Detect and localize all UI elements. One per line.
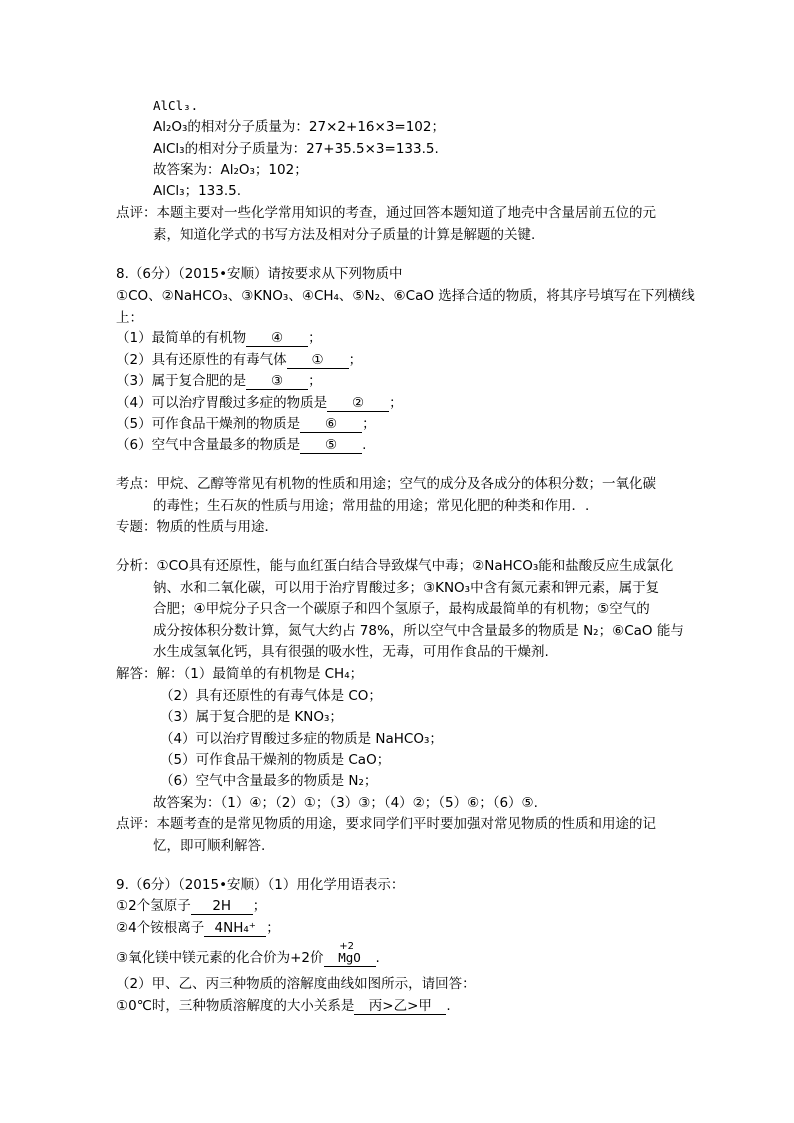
q8-options-end: 上： [116,310,143,326]
q8-item-5: （5）可作食品干燥剂的物质是 ⑥ ； [116,416,376,432]
q9-part2: （2）甲、乙、丙三种物质的溶解度曲线如图所示，请回答： [116,976,476,992]
jieda-line-6: （6）空气中含量最多的物质是 N₂； [160,773,378,789]
q8-heading: 8.（6分）（2015•安顺）请按要求从下列物质中 [116,266,403,282]
answer-line-2: AlCl₃；133.5. [153,183,242,199]
alcl3-line: AlCl₃. [153,98,199,113]
comment-line-1: 点评：本题主要对一些化学常用知识的考查，通过回答本题知道了地壳中含量居前五位的元 [116,205,656,221]
answer-blank [324,941,376,967]
alcl3-mass-line: AlCl₃的相对分子质量为：27+35.5×3=133.5. [153,141,439,157]
answer-blank: 4NH₄⁺ [204,920,266,937]
al2o3-mass-line: Al₂O₃的相对分子质量为：27×2+16×3=102； [153,119,445,135]
q8-item-4: （4）可以治疗胃酸过多症的物质是 ② ； [116,395,403,411]
answer-blank: ④ [246,330,308,347]
q8-item-1: （1）最简单的有机物 ④ ； [116,330,322,346]
jieda-line-7: 故答案为：（1）④；（2）①；（3）③；（4）②；（5）⑥；（6）⑤. [153,795,538,811]
jieda-line-2: （2）具有还原性的有毒气体是 CO； [160,688,382,704]
q8-options: ①CO、②NaHCO₃、③KNO₃、④CH₄、⑤N₂、⑥CaO 选择合适的物质，将其序号填写在下列横线 [116,288,695,304]
jieda-line-3: （3）属于复合肥的是 KNO₃； [160,709,343,725]
fenxi-line-1: 分析：①CO具有还原性，能与血红蛋白结合导致煤气中毒；②NaHCO₃能和盐酸反应生成氯化 [116,558,674,574]
dianping-line-1: 点评：本题考查的是常见物质的用途，要求同学们平时要加强对常见物质的性质和用途的记 [116,816,656,832]
dianping-line-2: 忆，即可顺利解答. [153,838,266,854]
jieda-line-5: （5）可作食品干燥剂的物质是 CaO； [160,752,391,768]
q8-item-6: （6）空气中含量最多的物质是 ⑤ . [116,437,367,453]
jieda-line-1: 解答：解：（1）最简单的有机物是 CH₄； [116,666,364,682]
answer-blank: ⑥ [300,416,362,433]
fenxi-line-3: 合肥；④甲烷分子只含一个碳原子和四个氢原子，最构成最简单的有机物；⑤空气的 [153,601,650,617]
answer-blank: ③ [246,373,308,390]
kaodian-line-1: 考点：甲烷、乙醇等常见有机物的性质和用途；空气的成分及各成分的体积分数；一氧化碳 [116,476,656,492]
jieda-line-4: （4）可以治疗胃酸过多症的物质是 NaHCO₃； [160,731,443,747]
answer-blank: ① [287,352,349,369]
q9-item-1: ①2个氢原子 2H ； [116,898,267,914]
q8-item-2: （2）具有还原性的有毒气体 ① ； [116,352,363,368]
answer-blank: ② [327,395,389,412]
fenxi-line-4: 成分按体积分数计算，氮气大约占 78%，所以空气中含量最多的物质是 N₂；⑥CaO 能与 [153,623,684,639]
fenxi-line-5: 水生成氢氧化钙，具有很强的吸水性，无毒，可用作食品的干燥剂. [153,644,549,660]
answer-blank: 丙>乙>甲 [354,998,446,1015]
valence-formula: +2 MgO [338,941,361,965]
q9-heading: 9.（6分）（2015•安顺）（1）用化学用语表示： [116,877,405,893]
kaodian-line-2: 的毒性；生石灰的性质与用途；常用盐的用途；常见化肥的种类和作用．. [153,498,590,514]
q8-item-3: （3）属于复合肥的是 ③ ； [116,373,322,389]
zhuanti-line: 专题：物质的性质与用途． [116,519,278,535]
q9-part2-item-1: ①0℃时，三种物质溶解度的大小关系是 丙>乙>甲 . [116,998,451,1014]
answer-blank: 2H [191,898,253,915]
q9-item-2: ②4个铵根离子 4NH₄⁺ ； [116,920,280,936]
answer-blank: ⑤ [300,437,362,454]
q9-item-3: ③氧化镁中镁元素的化合价为+2价 +2 MgO . [116,941,380,966]
fenxi-line-2: 钠、水和二氧化碳，可以用于治疗胃酸过多；③KNO₃中含有氮元素和钾元素，属于复 [153,580,660,596]
comment-line-2: 素，知道化学式的书写方法及相对分子质量的计算是解题的关键. [153,227,536,243]
answer-line-1: 故答案为：Al₂O₃；102； [153,162,308,178]
